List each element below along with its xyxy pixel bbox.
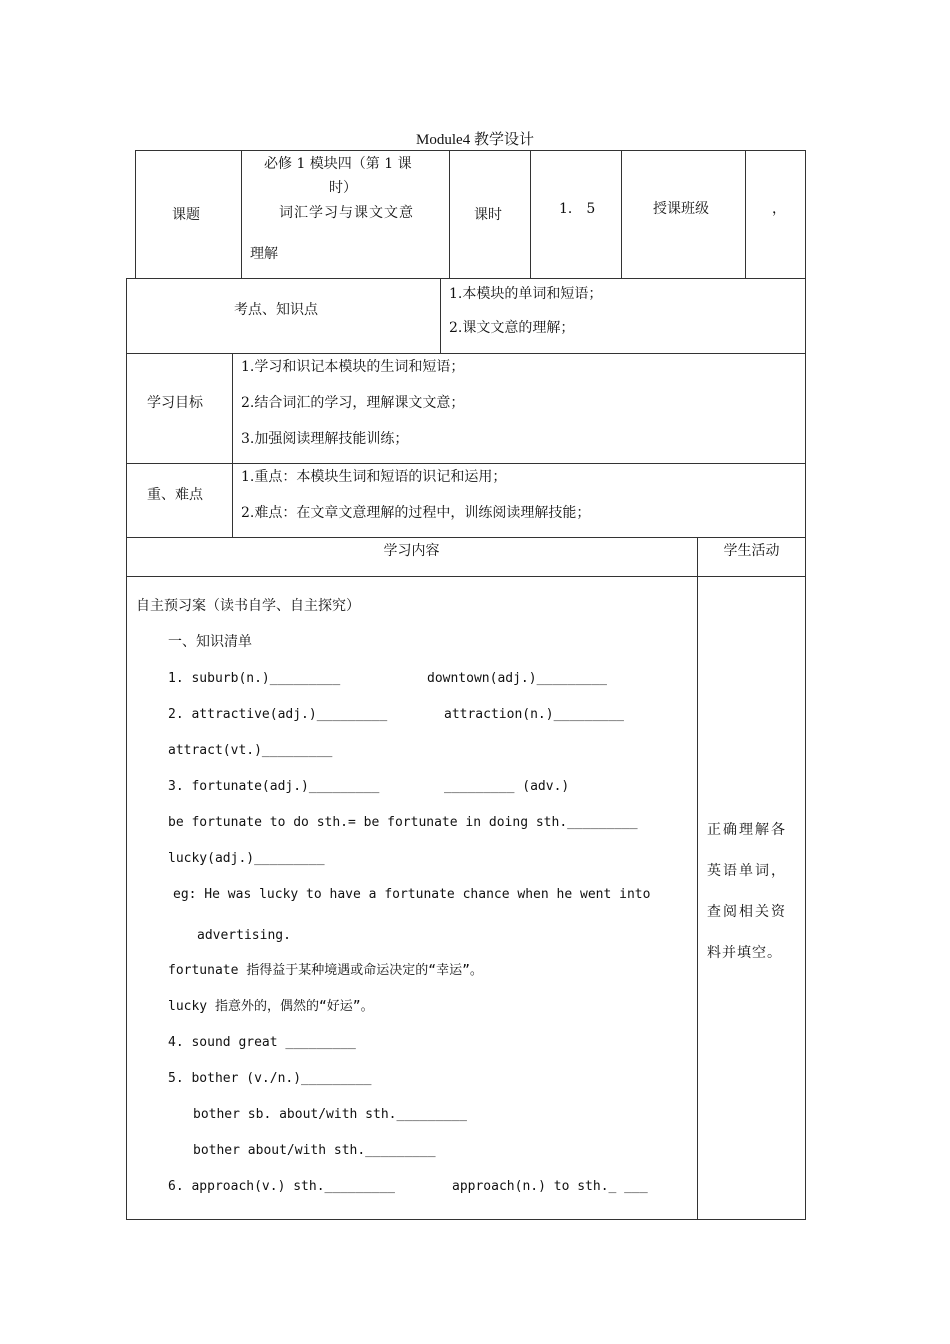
points-item-1: 1.本模块的单词和短语； bbox=[449, 286, 603, 302]
note-line: fortunate 指得益于某种境遇或命运决定的“幸运”。 bbox=[168, 963, 483, 978]
difficulties-label: 重、难点 bbox=[147, 487, 203, 503]
goals-item-2: 2.结合词汇的学习，理解课文文意； bbox=[241, 395, 465, 411]
period-label: 课时 bbox=[474, 207, 502, 223]
activity-line-4: 料并填空。 bbox=[707, 945, 782, 961]
note-line: lucky 指意外的，偶然的“好运”。 bbox=[168, 999, 374, 1014]
period-value: 1． 5 bbox=[559, 201, 596, 217]
activity-line-2: 英语单词， bbox=[707, 863, 787, 879]
goals-label: 学习目标 bbox=[147, 395, 203, 411]
vocab-line: attract(vt.)_________ bbox=[168, 743, 333, 758]
topic-line-1: 必修 1 模块四（第 1 课 bbox=[264, 156, 412, 172]
vocab-line: 2. attractive(adj.)_________ bbox=[168, 707, 388, 722]
vocab-line: be fortunate to do sth.= be fortunate in doing sth._________ bbox=[168, 815, 638, 830]
goals-row bbox=[126, 353, 806, 464]
vocab-line: _________ (adv.) bbox=[444, 779, 570, 794]
class-label: 授课班级 bbox=[653, 201, 709, 217]
subsection-title: 一、知识清单 bbox=[168, 634, 252, 650]
topic-line-3: 词汇学习与课文文意 bbox=[279, 205, 414, 221]
vocab-line: approach(n.) to sth._ ___ bbox=[452, 1179, 648, 1194]
content-header: 学习内容 bbox=[383, 543, 440, 559]
activity-header: 学生活动 bbox=[723, 543, 780, 559]
topic-line-4: 理解 bbox=[250, 246, 278, 262]
vocab-line: 1. suburb(n.)_________ bbox=[168, 671, 341, 686]
topic-label: 课题 bbox=[172, 207, 200, 223]
vocab-line: bother about/with sth._________ bbox=[193, 1143, 436, 1158]
vocab-line: attraction(n.)_________ bbox=[444, 707, 625, 722]
difficulties-item-2: 2.难点：在文章文意理解的过程中，训练阅读理解技能； bbox=[241, 505, 591, 521]
vocab-line: 6. approach(v.) sth._________ bbox=[168, 1179, 395, 1194]
page-title: Module4 教学设计 bbox=[416, 132, 534, 148]
goals-item-1: 1.学习和识记本模块的生词和短语； bbox=[241, 359, 465, 375]
vocab-line: 3. fortunate(adj.)_________ bbox=[168, 779, 380, 794]
difficulties-item-1: 1.重点：本模块生词和短语的识记和运用； bbox=[241, 469, 507, 485]
points-item-2: 2.课文文意的理解； bbox=[449, 320, 575, 336]
points-label: 考点、知识点 bbox=[234, 302, 318, 318]
activity-line-3: 查阅相关资 bbox=[707, 904, 787, 920]
activity-line-1: 正确理解各 bbox=[707, 822, 787, 838]
vocab-line: downtown(adj.)_________ bbox=[427, 671, 608, 686]
example-line: eg: He was lucky to have a fortunate chance when he went into bbox=[173, 887, 651, 902]
topic-line-2: 时） bbox=[329, 180, 357, 196]
class-value: ， bbox=[772, 201, 786, 217]
vocab-line: 4. sound great _________ bbox=[168, 1035, 356, 1050]
goals-item-3: 3.加强阅读理解技能训练； bbox=[241, 431, 409, 447]
example-line: advertising. bbox=[197, 928, 291, 943]
section-title: 自主预习案（读书自学、自主探究） bbox=[136, 598, 360, 614]
vocab-line: bother sb. about/with sth._________ bbox=[193, 1107, 467, 1122]
vocab-line: lucky(adj.)_________ bbox=[168, 851, 325, 866]
vocab-line: 5. bother (v./n.)_________ bbox=[168, 1071, 372, 1086]
